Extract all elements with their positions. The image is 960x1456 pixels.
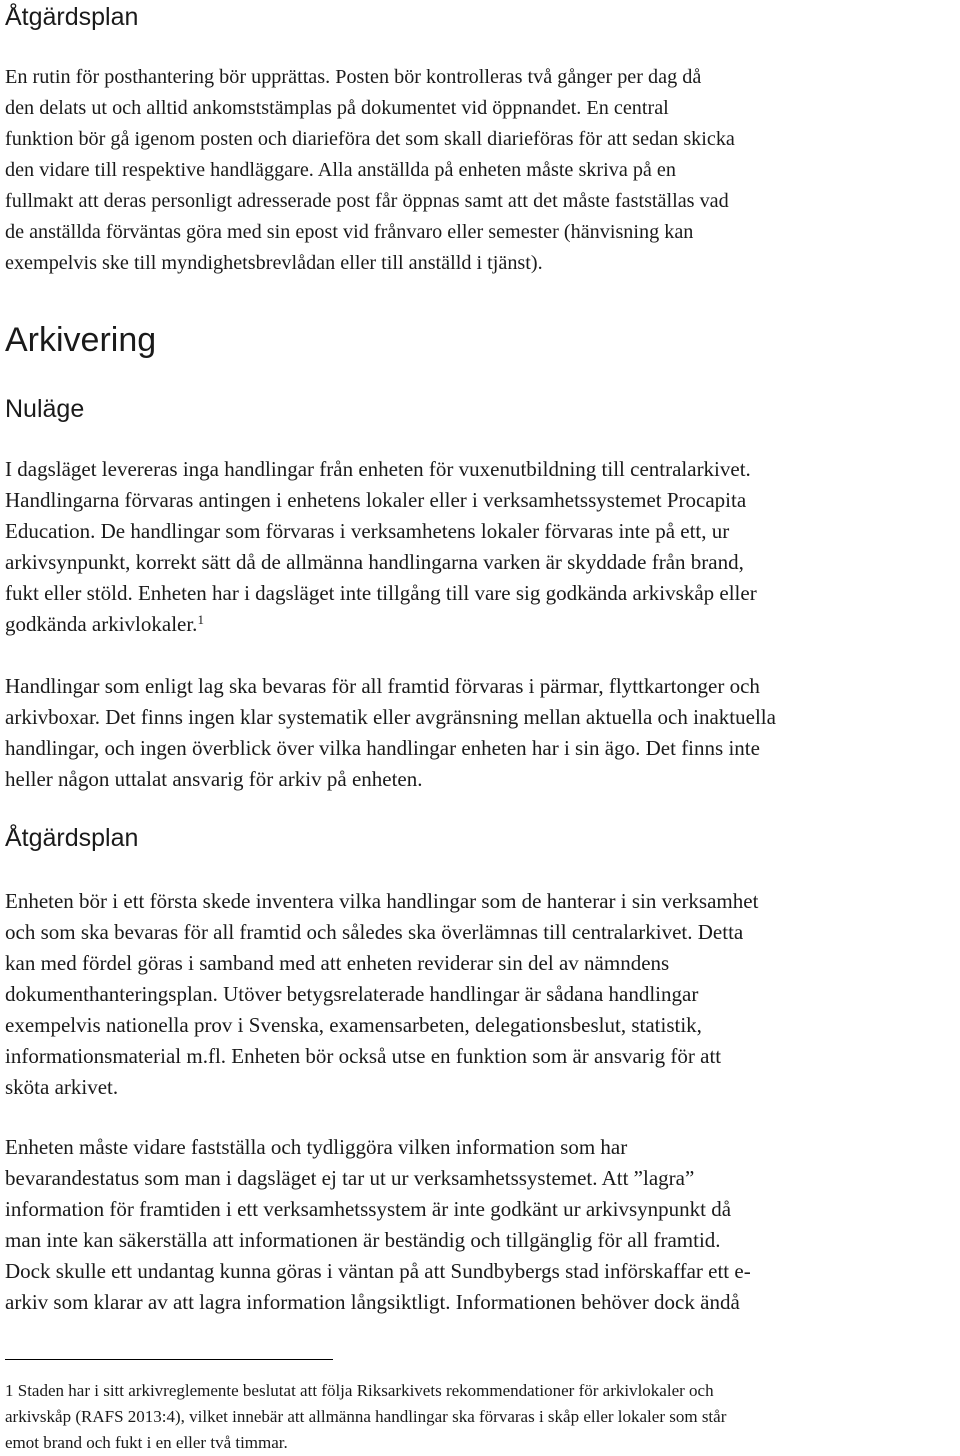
text-line: man inte kan säkerställa att informationen är beständig och tillgänglig för all framtid.: [5, 1228, 721, 1252]
text-line: Enheten bör i ett första skede inventera vilka handlingar som de hanterar i sin verksamhet: [5, 889, 759, 913]
text-line: I dagsläget levereras inga handlingar från enheten för vuxenutbildning till centralarkivet.: [5, 457, 751, 481]
text-line: Enheten måste vidare fastställa och tydliggöra vilken information som har: [5, 1135, 628, 1159]
text-line: dokumenthanteringsplan. Utöver betygsrelaterade handlingar är sådana handlingar: [5, 982, 699, 1006]
footnote-reference[interactable]: 1: [197, 612, 204, 627]
text-segment: godkända arkivlokaler.: [5, 612, 198, 636]
text-line: arkivsynpunkt, korrekt sätt då de allmänna handlingarna varken är skyddade från brand,: [5, 550, 744, 574]
text-line: [5, 609, 950, 640]
text-line: Handlingar som enligt lag ska bevaras för all framtid förvaras i pärmar, flyttkartonger och: [5, 674, 760, 698]
footnote: [5, 1378, 950, 1456]
text-line: fukt eller stöld. Enheten har i dagsläget inte tillgång till vare sig godkända arkivskåp eller: [5, 581, 757, 605]
paragraph-atgardsplan-1: [5, 886, 950, 1103]
text-line: funktion bör gå igenom posten och diarieföra det som skall diarieföras för att sedan skicka: [5, 128, 735, 150]
text-line: exempelvis ske till myndighetsbrevlådan eller till anställd i tjänst).: [5, 252, 543, 274]
heading-atgardsplan-2: Åtgärdsplan: [5, 824, 139, 852]
text-line: Education. De handlingar som förvaras i verksamhetens lokaler förvaras inte på ett, ur: [5, 519, 730, 543]
footnote-line: [5, 1378, 950, 1404]
text-line: arkivboxar. Det finns ingen klar systematik eller avgränsning mellan aktuella och inaktuella: [5, 705, 776, 729]
text-line: fullmakt att deras personligt adresserade post får öppnas samt att det måste fastställas vad: [5, 190, 729, 212]
text-line: sköta arkivet.: [5, 1075, 119, 1099]
text-line: En rutin för posthantering bör upprättas. Posten bör kontrolleras två gånger per dag då: [5, 66, 702, 88]
paragraph-posthantering: [5, 62, 950, 279]
paragraph-atgardsplan-2: [5, 1132, 950, 1318]
heading-atgardsplan-1: Åtgärdsplan: [5, 3, 139, 31]
footnote-divider: [5, 1359, 333, 1360]
text-line: den vidare till respektive handläggare. Alla anställda på enheten måste skriva på en: [5, 159, 676, 181]
heading-arkivering: Arkivering: [5, 321, 157, 359]
text-line: informationsmaterial m.fl. Enheten bör också utse en funktion som är ansvarig för att: [5, 1044, 722, 1068]
text-segment: Staden har i sitt arkivreglemente beslutat att följa Riksarkivets rekommendationer för arkivlokaler och: [17, 1381, 714, 1400]
text-line: information för framtiden i ett verksamhetssystem är inte godkänt ur arkivsynpunkt då: [5, 1197, 732, 1221]
text-line: kan med fördel göras i samband med att enheten reviderar sin del av nämndens: [5, 951, 670, 975]
text-line: Handlingarna förvaras antingen i enhetens lokaler eller i verksamhetssystemet Procapita: [5, 488, 747, 512]
text-line: den delats ut och alltid ankomststämplas på dokumentet vid öppnandet. En central: [5, 97, 669, 119]
text-line: och som ska bevaras för all framtid och således ska överlämnas till centralarkivet. Detta: [5, 920, 744, 944]
text-line: de anställda förväntas göra med sin epost vid frånvaro eller semester (hänvisning kan: [5, 221, 694, 243]
text-line: exempelvis nationella prov i Svenska, examensarbeten, delegationsbeslut, statistik,: [5, 1013, 702, 1037]
footnote-number: 1: [5, 1381, 14, 1400]
text-line: bevarandestatus som man i dagsläget ej tar ut ur verksamhetssystemet. Att ”lagra”: [5, 1166, 695, 1190]
text-line: heller någon uttalat ansvarig för arkiv på enheten.: [5, 767, 423, 791]
text-line: handlingar, och ingen överblick över vilka handlingar enheten har i sin ägo. Det finns inte: [5, 736, 760, 760]
footnote-line: emot brand och fukt i en eller två timmar.: [5, 1433, 288, 1452]
text-line: Dock skulle ett undantag kunna göras i väntan på att Sundbybergs stad införskaffar ett e-: [5, 1259, 751, 1283]
paragraph-nulage-1: [5, 454, 950, 640]
paragraph-nulage-2: [5, 671, 950, 795]
text-line: arkiv som klarar av att lagra information långsiktligt. Informationen behöver dock ändå: [5, 1290, 740, 1314]
footnote-line: arkivskåp (RAFS 2013:4), vilket innebär att allmänna handlingar ska förvaras i skåp eller lokaler som står: [5, 1407, 727, 1426]
heading-nulage: Nuläge: [5, 395, 85, 423]
